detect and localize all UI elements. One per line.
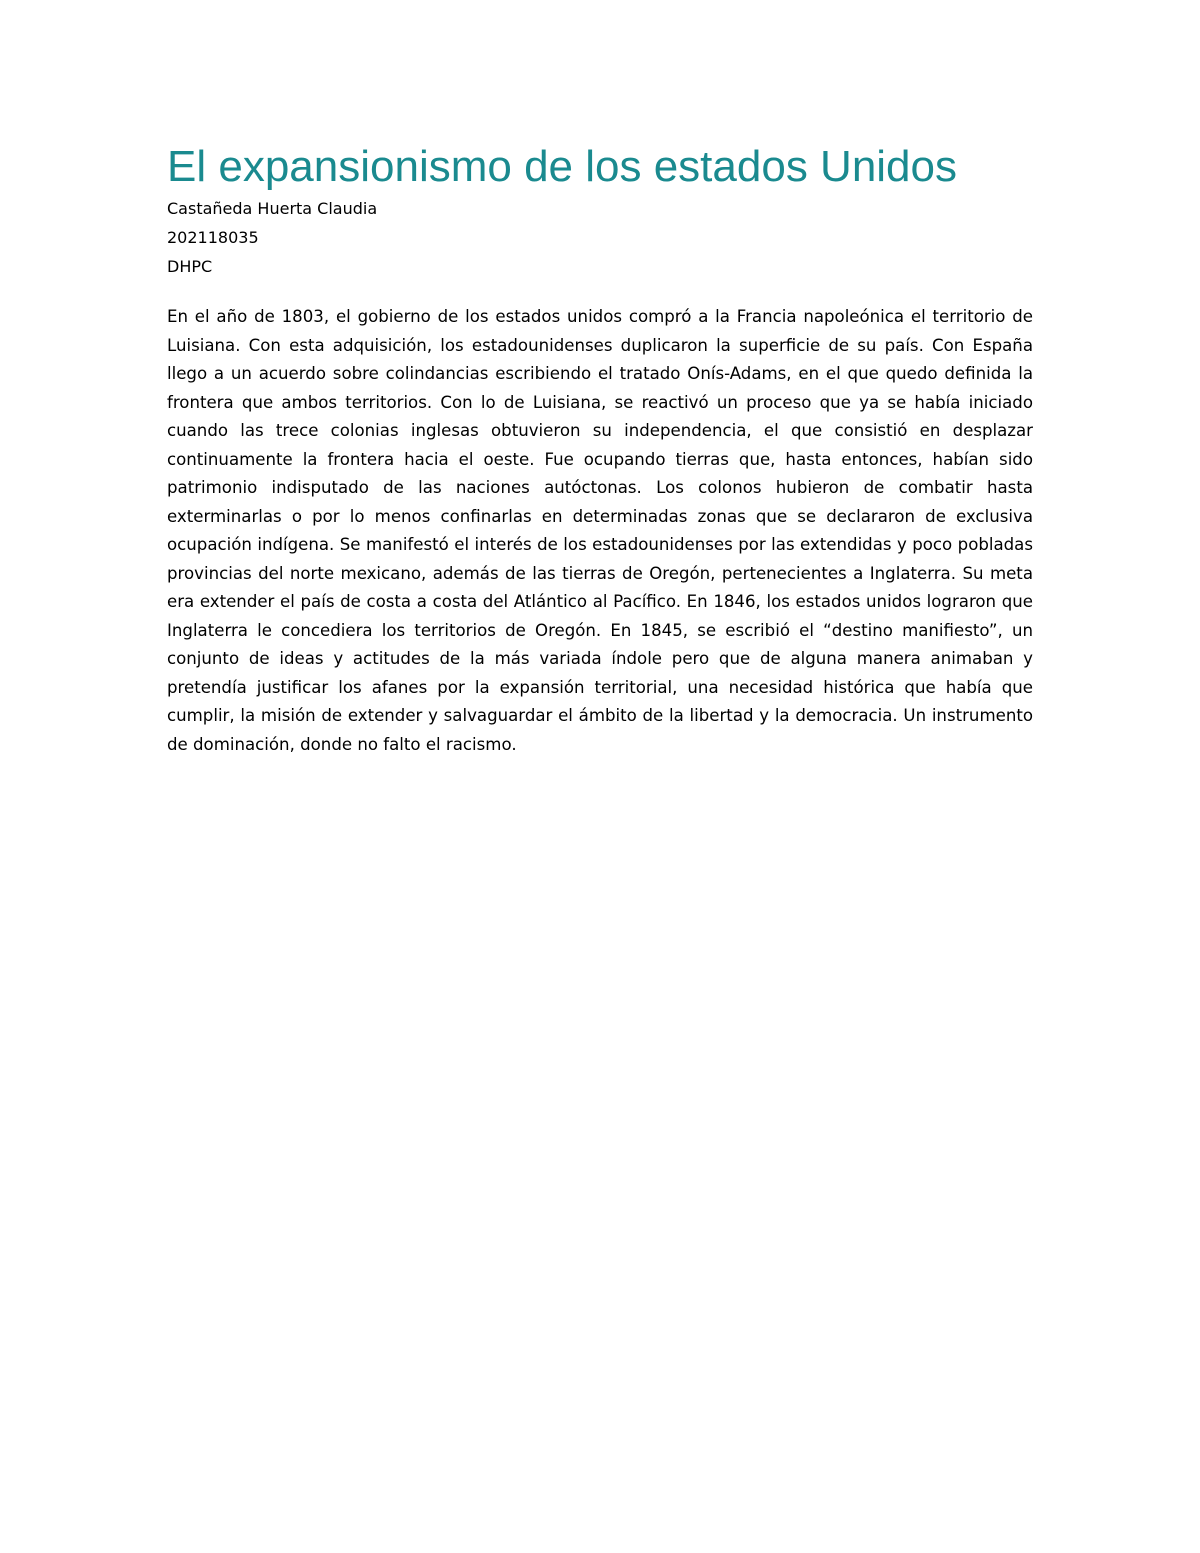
document-content	[167, 140, 1033, 759]
document-title: El expansionismo de los estados Unidos	[167, 142, 958, 191]
student-id: 202118035	[167, 228, 259, 247]
body-paragraph: En el año de 1803, el gobierno de los estados unidos compró a la Francia napoleónica el territorio de Luisiana. Con esta adquisición, los estadounidenses duplicaron la superficie de su país. Con España llego a un acuerdo sobre colindancias escribiendo el tratado Onís-Adams, en el que quedo definida la frontera que ambos territorios. Con lo de Luisiana, se reactivó un proceso que ya se había iniciado cuando las trece colonias inglesas obtuvieron su independencia, el que consistió en desplazar continuamente la frontera hacia el oeste. Fue ocupando tierras que, hasta entonces, habían sido patrimonio indisputado de las naciones autóctonas. Los colonos hubieron de combatir hasta exterminarlas o por lo menos confinarlas en determinadas zonas que se declararon de exclusiva ocupación indígena. Se manifestó el interés de los estadounidenses por las extendidas y poco pobladas provincias del norte mexicano, además de las tierras de Oregón, pertenecientes a Inglaterra. Su meta era extender el país de costa a costa del Atlántico al Pacífico. En 1846, los estados unidos lograron que Inglaterra le concediera los territorios de Oregón. En 1845, se escribió el “destino manifiesto”, un conjunto de ideas y actitudes de la más variada índole pero que de alguna manera animaban y pretendía justificar los afanes por la expansión territorial, una necesidad histórica que había que cumplir, la misión de extender y salvaguardar el ámbito de la libertad y la democracia. Un instrumento de dominación, donde no falto el racismo.	[167, 307, 1033, 754]
author-info	[167, 194, 1033, 281]
author-name: Castañeda Huerta Claudia	[167, 199, 378, 218]
group-code: DHPC	[167, 257, 213, 276]
